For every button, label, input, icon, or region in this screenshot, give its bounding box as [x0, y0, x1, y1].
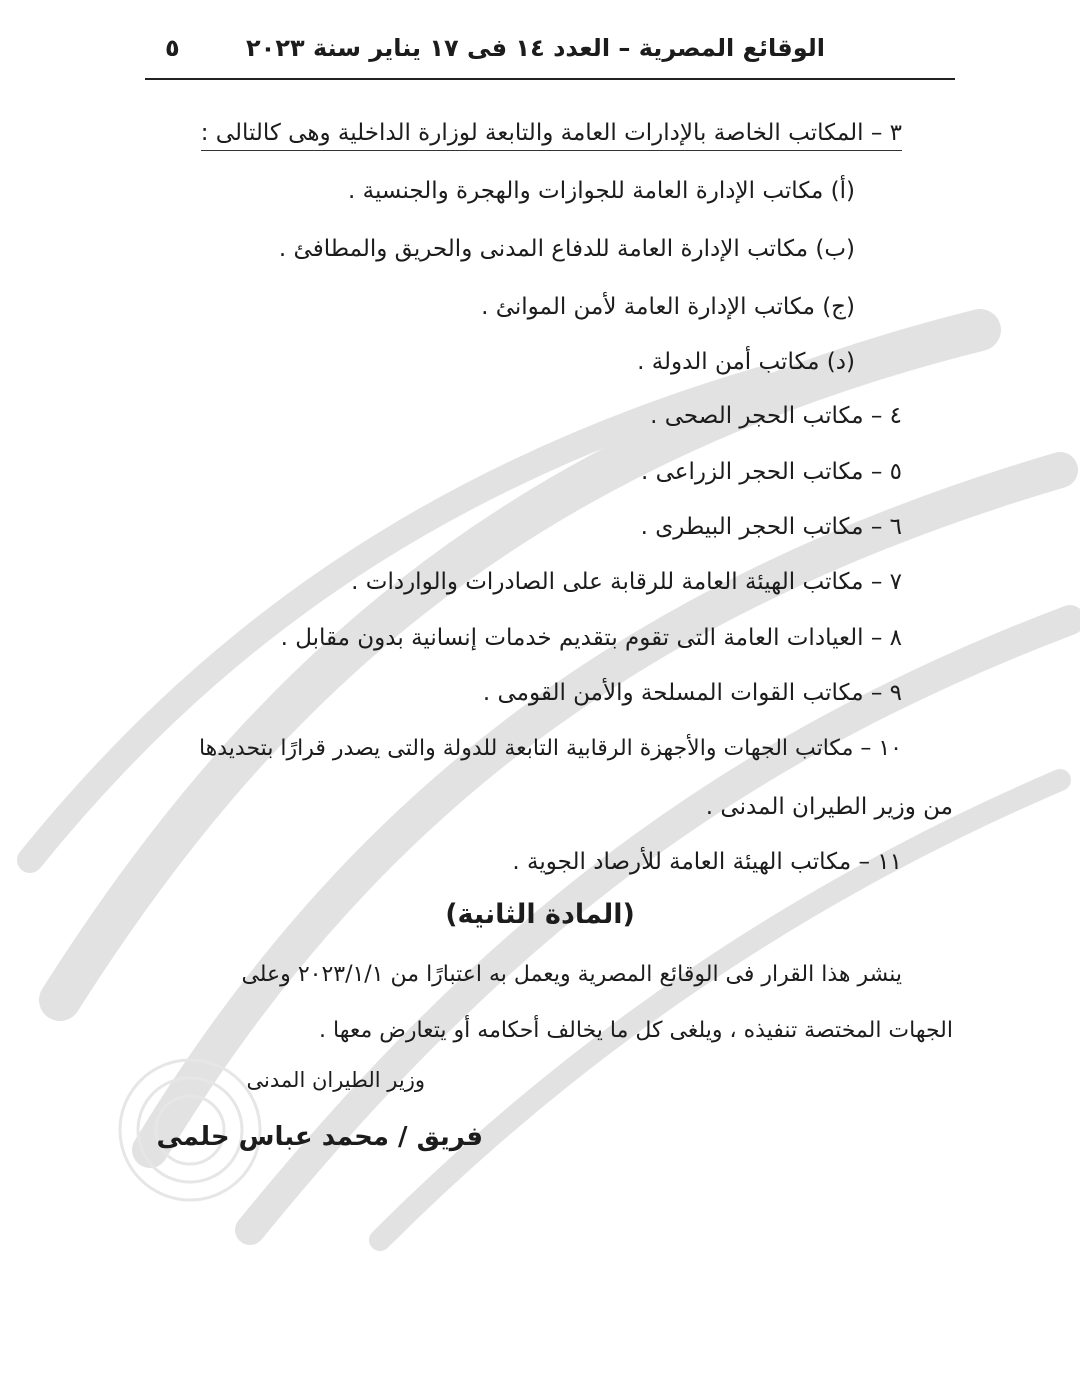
- item-3d: (د) مكاتب أمن الدولة .: [637, 349, 855, 375]
- header-title: الوقائع المصرية – العدد ١٤ فى ١٧ يناير سنة ٢٠٢٣: [246, 34, 825, 62]
- item-6: ٦ – مكاتب الحجر البيطرى .: [640, 514, 902, 540]
- item-3a: (أ) مكاتب الإدارة العامة للجوازات والهجرة والجنسية .: [348, 178, 855, 204]
- signatory-title: وزير الطيران المدنى: [246, 1068, 425, 1092]
- item-7: ٧ – مكاتب الهيئة العامة للرقابة على الصادرات والواردات .: [351, 569, 902, 595]
- item-9: ٩ – مكاتب القوات المسلحة والأمن القومى .: [482, 680, 902, 706]
- item-3b: (ب) مكاتب الإدارة العامة للدفاع المدنى والحريق والمطافئ .: [278, 236, 855, 262]
- item-5: ٥ – مكاتب الحجر الزراعى .: [640, 459, 902, 485]
- item-10-line-2: من وزير الطيران المدنى .: [705, 794, 953, 820]
- item-3: [201, 116, 902, 150]
- item-3-text: ٣ – المكاتب الخاصة بالإدارات العامة والتابعة لوزارة الداخلية وهى كالتالى :: [201, 120, 902, 151]
- signatory-name: فريق / محمد عباس حلمى: [156, 1122, 483, 1152]
- item-3c: (ج) مكاتب الإدارة العامة لأمن الموانئ .: [481, 294, 855, 320]
- article-2-line-1: ينشر هذا القرار فى الوقائع المصرية ويعمل به اعتبارًا من ٢٠٢٣/١/١ وعلى: [241, 962, 902, 987]
- article-2-line-2: الجهات المختصة تنفيذه ، ويلغى كل ما يخالف أحكامه أو يتعارض معها .: [319, 1018, 953, 1043]
- page-header: [145, 30, 955, 74]
- page-number: ٥: [165, 34, 180, 62]
- header-divider: [145, 78, 955, 80]
- item-10-line-1: ١٠ – مكاتب الجهات والأجهزة الرقابية التابعة للدولة والتى يصدر قرارًا بتحديدها: [198, 736, 902, 761]
- article-2-title: (المادة الثانية): [445, 899, 635, 930]
- item-4: ٤ – مكاتب الحجر الصحى .: [650, 403, 902, 429]
- item-11: ١١ – مكاتب الهيئة العامة للأرصاد الجوية .: [512, 849, 902, 875]
- item-8: ٨ – العيادات العامة التى تقوم بتقديم خدمات إنسانية بدون مقابل .: [280, 625, 902, 651]
